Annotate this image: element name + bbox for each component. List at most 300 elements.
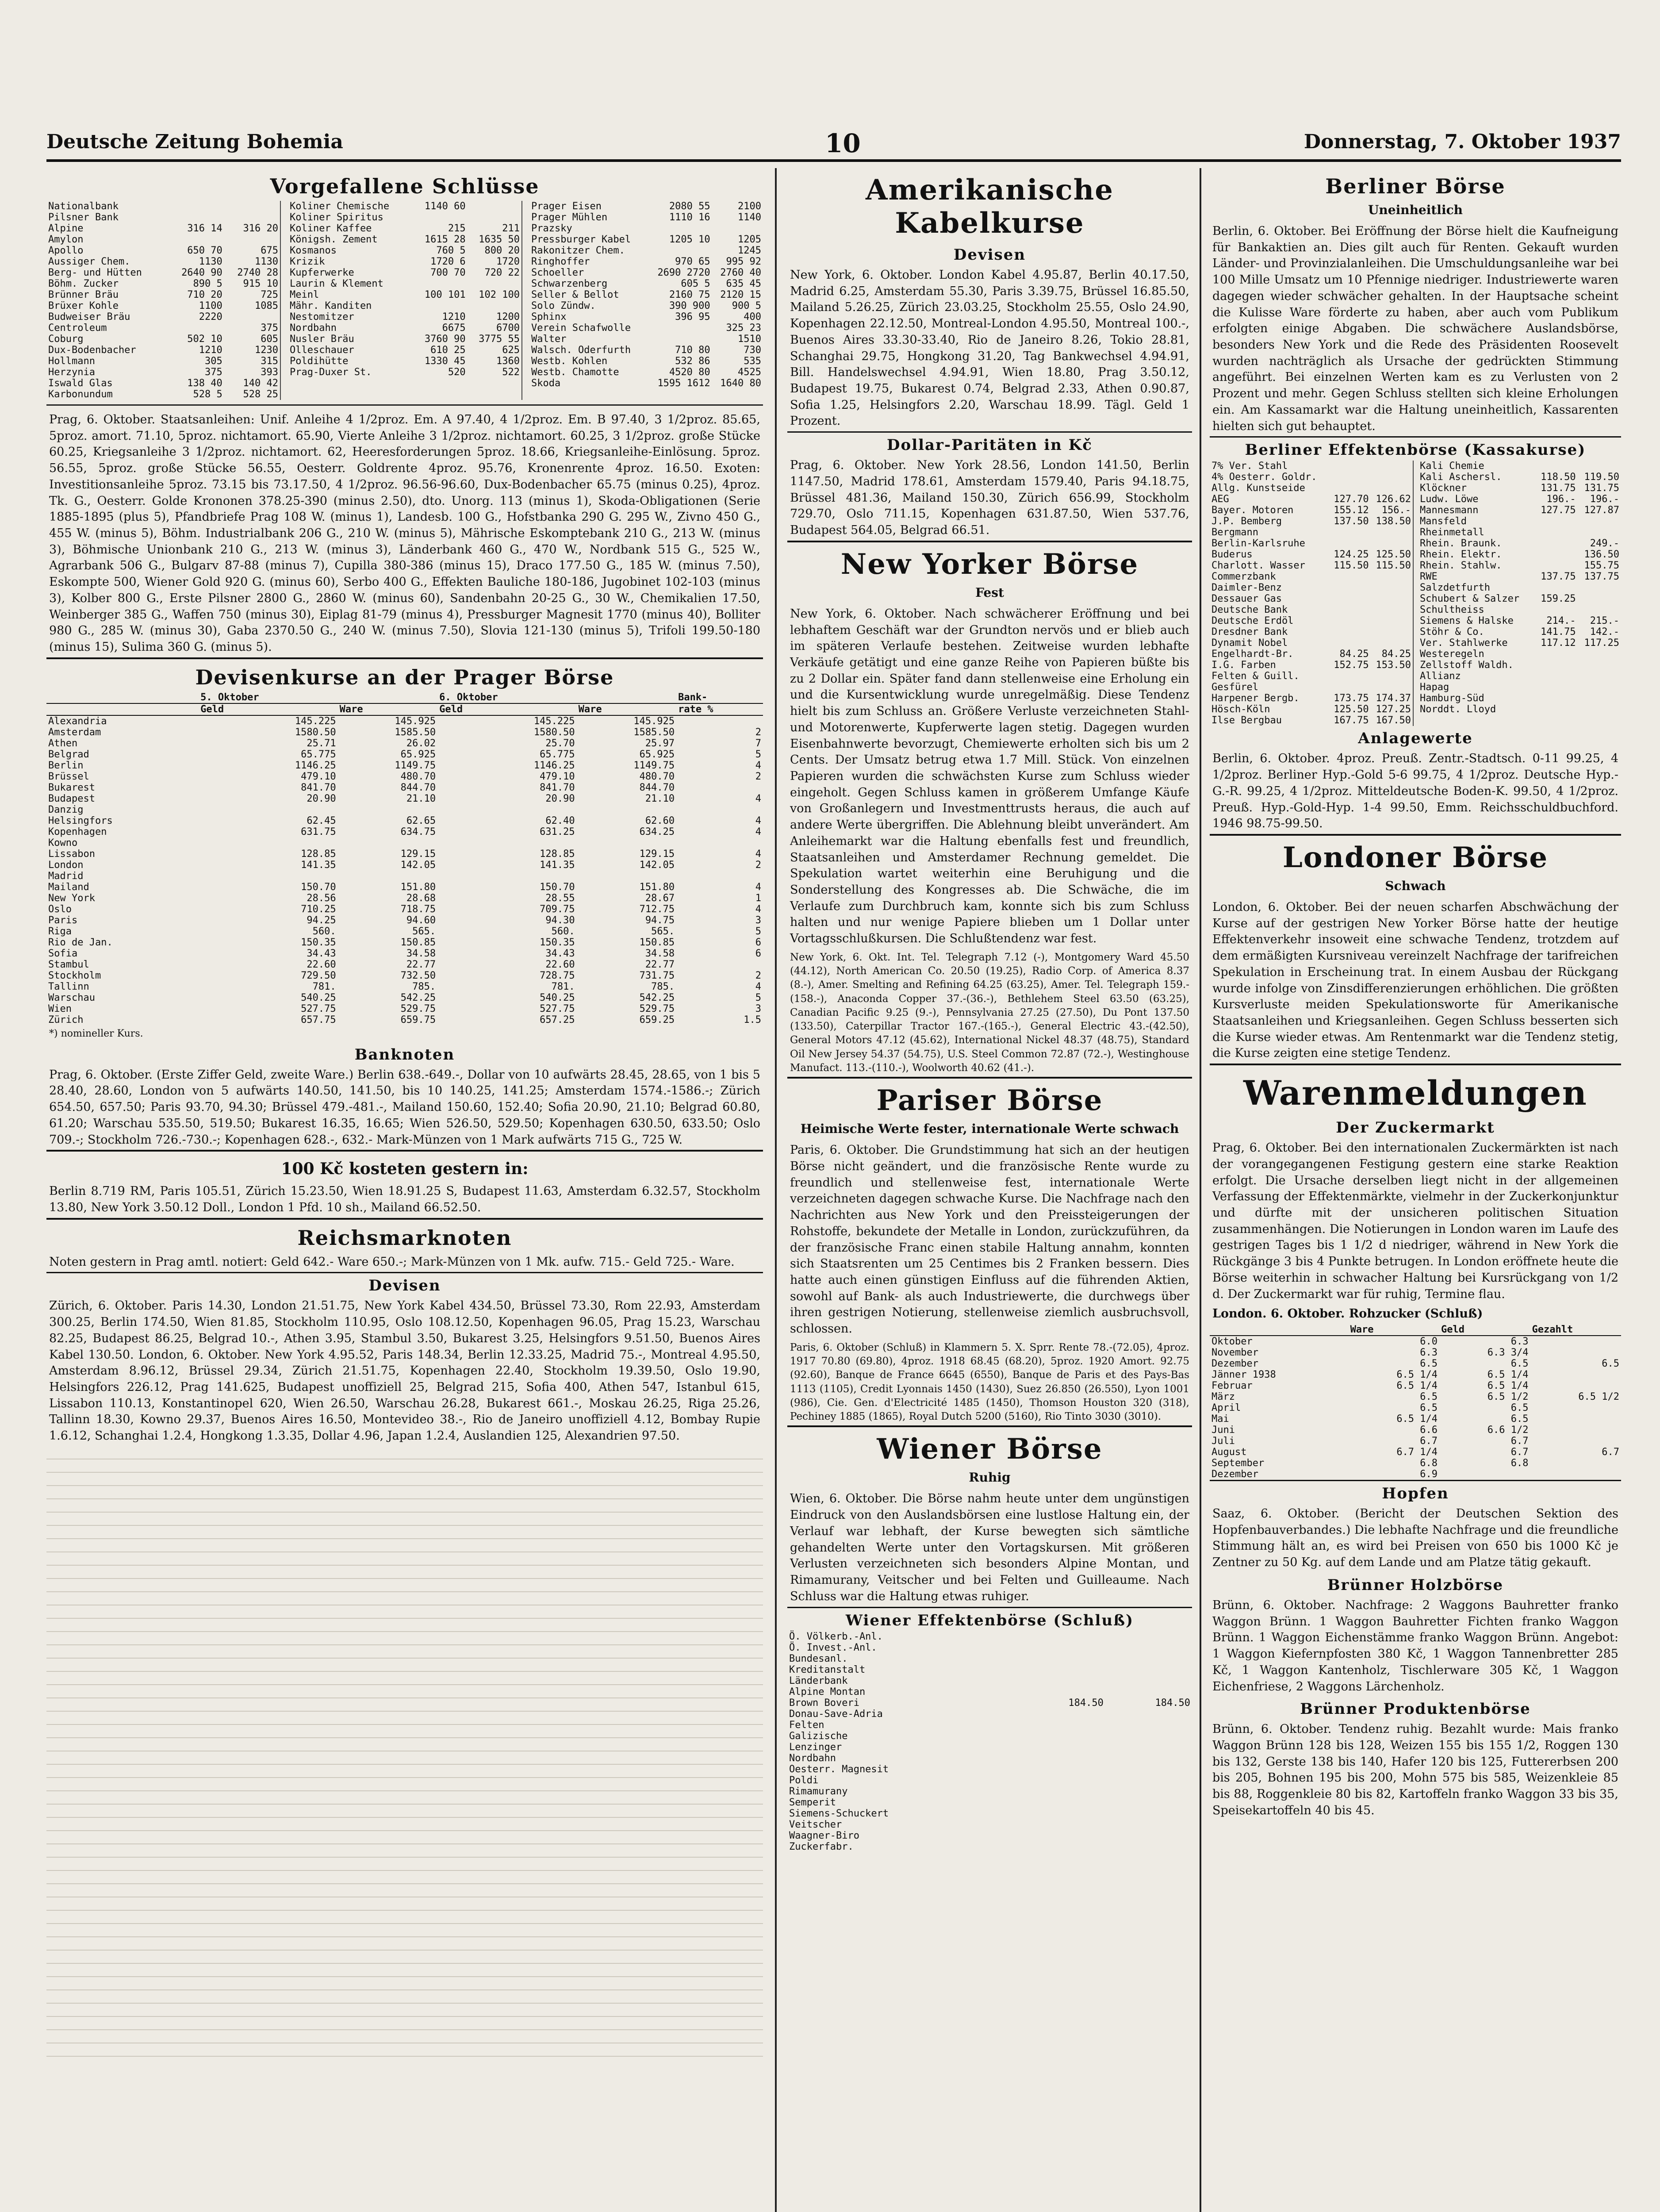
table-cell: Mähr. Kanditen <box>290 300 372 311</box>
table-row <box>46 826 763 837</box>
table-cell: Walter <box>531 334 567 345</box>
table-cell: Schoeller <box>531 267 584 278</box>
table-cell: Commerzbank <box>1211 571 1276 583</box>
newspaper-name: Deutsche Zeitung Bohemia <box>46 131 343 153</box>
table-cell: Waagner-Biro <box>789 1830 859 1841</box>
table-cell <box>1371 472 1413 483</box>
table-cell <box>1578 660 1621 671</box>
table-cell: 1205 <box>738 234 761 245</box>
table-cell <box>676 782 763 793</box>
table-cell: 535 <box>744 356 761 367</box>
table-cell: Koliner Spiritus <box>290 212 383 223</box>
table-cell: 4520 80 <box>669 367 710 378</box>
table-row <box>787 1697 1192 1709</box>
kassakurse-table-a <box>1210 461 1413 726</box>
table-row <box>1210 1391 1621 1402</box>
table-cell <box>437 837 576 849</box>
table-cell: Kali Chemie <box>1420 461 1484 472</box>
table-cell: Rhein. Elektr. <box>1420 549 1502 561</box>
table-cell: 20.90 <box>307 793 336 804</box>
table-cell: 659.25 <box>639 1014 675 1025</box>
table-cell: Königsh. Zement <box>290 234 378 245</box>
table-row <box>787 1653 1192 1664</box>
table-cell <box>338 871 438 882</box>
table-row <box>1210 505 1413 516</box>
banknoten-title: Banknoten <box>354 1045 455 1064</box>
table-cell: 540.25 <box>540 992 575 1003</box>
table-row <box>46 289 280 300</box>
table-cell <box>676 804 763 815</box>
table-row <box>46 278 280 289</box>
table-cell: Wien <box>48 1003 72 1014</box>
table-cell: April <box>1211 1402 1241 1414</box>
schluesse-table-a <box>46 201 280 400</box>
table-cell <box>1105 1709 1192 1720</box>
divider <box>46 404 763 406</box>
table-cell <box>1019 1664 1105 1675</box>
column-divider <box>1200 168 1201 2212</box>
table-cell: Poldihütte <box>290 356 349 367</box>
table-cell <box>1328 626 1370 637</box>
table-row <box>1210 560 1413 571</box>
table-cell <box>1328 671 1370 682</box>
table-cell <box>1019 1764 1105 1775</box>
table-cell: 396 95 <box>675 311 710 323</box>
table-cell <box>1439 1469 1530 1480</box>
table-header-cell: 6. Oktober <box>437 692 576 703</box>
table-cell: 4 <box>755 793 761 804</box>
table-cell: 4525 <box>738 367 761 378</box>
table-cell <box>1105 1797 1192 1808</box>
produkten-article: Brünn, 6. Oktober. Tendenz ruhig. Bezahlt wurde: Mais franko Waggon Brünn 128 bis 128, Weizen 155 bis 155 1/2, Roggen 130 bis 132, Gerste 138 bis 140, Hafer 120 bis 125, Futtererbsen 200 bis 205, Bohnen 195 bis 200, Mohn 575 bis 585, Weizenkleie 85 bis 88, Roggenkleie 80 bis 82, Kartoffeln franko Waggon 33 bis 35, Speisekartoffeln 40 bis 45. <box>1212 1722 1618 1817</box>
table-cell: 659.75 <box>400 1014 436 1025</box>
table-cell: 305 <box>205 356 222 367</box>
table-row <box>46 715 763 727</box>
table-cell: 150.70 <box>540 881 575 893</box>
table-cell: 94.25 <box>307 914 336 926</box>
table-cell: 1130 <box>199 256 222 267</box>
table-row <box>529 378 763 389</box>
table-cell <box>1371 637 1413 649</box>
table-cell: Hösch-Köln <box>1211 704 1270 715</box>
table-cell <box>1534 660 1577 671</box>
table-cell: London <box>48 859 84 871</box>
table-cell: August <box>1211 1447 1247 1458</box>
table-cell: November <box>1211 1347 1258 1359</box>
table-cell: 137.75 <box>1584 571 1619 583</box>
table-cell: 150.85 <box>639 937 675 948</box>
table-cell: 26.02 <box>406 737 436 749</box>
column-finance-right <box>1210 168 1621 2212</box>
table-row <box>1210 604 1413 615</box>
table-row <box>1210 593 1413 604</box>
table-cell: 215.- <box>1590 615 1619 627</box>
table-row <box>1418 582 1621 593</box>
table-cell: Stockholm <box>48 970 101 981</box>
newyork-title: New Yorker Börse <box>787 541 1192 584</box>
table-row <box>288 267 521 278</box>
table-cell <box>1019 1731 1105 1742</box>
table-row <box>529 223 763 234</box>
table-row <box>288 367 521 378</box>
table-cell: Semperit <box>789 1797 836 1808</box>
devisen2-article: Zürich, 6. Oktober. Paris 14.30, London 21.51.75, New York Kabel 434.50, Brüssel 73.30, Rom 22.93, Amsterdam 300.25, Berlin 174.50, Wien 81.85, Stockholm 110.95, Oslo 108.12.50, Kopenhagen 96.05, Prag 15.23, Warschau 82.25, Budapest 86.25, Belgrad 10.-, Athen 3.95, Stambul 3.50, Bukarest 3.25, Helsingfors 9.51.50, Buenos Aires Kabel 130.50. London, 6. Oktober. New York 4.95.52, Paris 148.34, Berlin 12.33.25, Madrid 75.-, Montreal 4.95.50, Amsterdam 8.96.12, Brüssel 29.34, Zürich 21.51.75, Kopenhagen 22.40, Stockholm 19.39.50, Oslo 19.90, Helsingfors 226.12, Prag 141.625, Budapest unoffiziell 25, Belgrad 215, Sofia 400, Athen 547, Istanbul 615, Lissabon 110.13, Konstantinopel 620, Wien 26.50, Warschau 26.28, Bukarest 661.-, Moskau 26.25, Riga 25.26, Tallinn 18.30, Kowno 29.37, Buenos Aires 16.50, Montevideo 38.-, Rio de Janeiro unoffiziell 4.12, Bombay Rupie 1.6.12, Schanghai 1.2.4, Hongkong 1.3.35, Dollar 4.96, Japan 1.2.4, Auslandien 125, Alexandrien 97.50. <box>49 1299 760 1443</box>
table-cell: 249.- <box>1590 538 1619 549</box>
table-cell: Juni <box>1211 1425 1235 1436</box>
table-cell <box>1105 1664 1192 1675</box>
table-cell: Amylon <box>48 234 84 245</box>
table-cell: 128.85 <box>301 848 336 860</box>
table-cell <box>1019 1686 1105 1697</box>
table-cell <box>1371 538 1413 549</box>
table-row <box>46 201 280 212</box>
table-cell <box>1105 1720 1192 1731</box>
table-cell: 1210 <box>199 345 222 356</box>
table-header-cell: Geld <box>199 703 337 715</box>
table-cell: 145.225 <box>295 715 336 727</box>
table-cell: Norddt. Lloyd <box>1420 704 1496 715</box>
table-row <box>288 300 521 311</box>
table-cell: Nordbahn <box>290 323 337 334</box>
table-cell: 84.25 <box>1339 649 1369 660</box>
table-cell: 4 <box>755 815 761 826</box>
table-row <box>288 212 521 223</box>
table-cell: Salzdetfurth <box>1420 582 1490 594</box>
table-cell: 841.70 <box>301 782 336 793</box>
table-cell: Westb. Kohlen <box>531 356 608 367</box>
table-cell: 62.40 <box>545 815 575 826</box>
table-row <box>46 793 763 804</box>
table-cell: 137.50 <box>1334 516 1369 527</box>
table-cell: 22.60 <box>307 959 336 970</box>
table-cell: Herzynia <box>48 367 95 378</box>
table-cell: 1 <box>755 892 761 904</box>
table-cell <box>1328 571 1370 582</box>
table-cell <box>1371 671 1413 682</box>
table-cell: 479.10 <box>540 771 575 782</box>
table-cell: 131.75 <box>1584 483 1619 494</box>
table-cell: 1615 28 <box>424 234 466 245</box>
table-cell: AEG <box>1211 494 1229 505</box>
table-cell <box>676 837 763 849</box>
table-row <box>1210 637 1413 649</box>
table-cell: Warschau <box>48 992 95 1003</box>
table-cell <box>1530 1369 1622 1380</box>
table-cell <box>1328 637 1370 649</box>
table-cell: 153.50 <box>1376 660 1411 671</box>
table-cell: 1210 <box>442 311 466 323</box>
table-cell: 1085 <box>255 300 278 311</box>
table-cell: 4 <box>755 848 761 860</box>
table-row <box>46 1003 763 1014</box>
table-row <box>787 1819 1192 1830</box>
table-row <box>1210 538 1413 549</box>
table-row <box>787 1742 1192 1753</box>
table-cell: 65.925 <box>639 749 675 760</box>
table-cell: 3760 90 <box>424 334 466 345</box>
table-cell <box>1371 615 1413 626</box>
table-cell <box>1578 516 1621 527</box>
table-cell: 62.45 <box>307 815 336 826</box>
table-cell: Brüssel <box>48 771 89 782</box>
table-row <box>787 1720 1192 1731</box>
table-cell: 610 25 <box>430 345 466 356</box>
table-cell: Kreditanstalt <box>789 1664 866 1675</box>
table-cell: Zuckerfabr. <box>789 1841 854 1852</box>
table-cell: 150.70 <box>301 881 336 893</box>
table-cell: 605 <box>261 334 278 345</box>
table-cell <box>1530 1436 1622 1447</box>
table-cell: 100 101 <box>424 289 466 300</box>
table-cell <box>1105 1830 1192 1841</box>
table-cell <box>413 278 467 289</box>
berliner-sub: Uneinheitlich <box>1368 203 1463 217</box>
column-divider <box>775 168 777 2212</box>
table-row <box>46 893 763 904</box>
table-row <box>1210 1458 1621 1469</box>
table-cell: Mailand <box>48 881 89 893</box>
table-cell: 2 <box>755 771 761 782</box>
table-cell: Berg- und Hütten <box>48 267 142 278</box>
table-cell: Kosmanos <box>290 245 337 256</box>
schluesse-table-b <box>288 201 521 378</box>
table-cell: 142.05 <box>639 859 675 871</box>
table-cell <box>648 245 712 256</box>
table-cell <box>1328 527 1370 538</box>
table-cell: 400 <box>744 311 761 323</box>
table-cell: 1230 <box>255 345 278 356</box>
table-cell: 127.87 <box>1584 505 1619 516</box>
table-cell: Stambul <box>48 959 89 970</box>
table-cell: Oktober <box>1211 1336 1253 1348</box>
table-cell: Tallinn <box>48 981 89 992</box>
table-cell <box>1105 1775 1192 1786</box>
table-cell <box>1019 1786 1105 1797</box>
table-cell: 128.85 <box>540 848 575 860</box>
table-cell <box>1105 1631 1192 1642</box>
table-row <box>46 815 763 826</box>
table-cell: Schultheiss <box>1420 604 1484 616</box>
table-cell: 785. <box>412 981 436 992</box>
table-row <box>46 915 763 926</box>
table-cell: 115.50 <box>1334 560 1369 572</box>
holz-title: Brünner Holzbörse <box>1327 1576 1504 1594</box>
table-row <box>787 1664 1192 1675</box>
table-cell: Rimamurany <box>789 1786 848 1797</box>
table-cell: 65.925 <box>400 749 436 760</box>
table-cell: 528 5 <box>193 389 222 400</box>
table-cell: 375 <box>261 323 278 334</box>
table-header-cell: Geld <box>437 703 576 715</box>
table-cell: 150.35 <box>540 937 575 948</box>
paris-article: Paris, 6. Oktober. Die Grundstimmung hat sich an der heutigen Börse nicht geändert, und die französische Rente wurde zu freundlich und stellenweise fest, internationale Werte verzeichneten dagegen schwache Kurse. Die Nachfrage nach den Nachrichten aus New York und den Preissteigerungen der Rohstoffe, bekundete der Metalle in London, zurückzuführen, da der französische Franc einen stabile Haltung annahm, konnten sich Staatsrenten um 25 Centimes bis 2 Franken bessern. Dies hatte auch einen günstigen Einfluss auf die führenden Aktien, sowohl auf Bank- als auch Industriewerte, die durchwegs über ihren gestrigen Notierung, stellenweise ziemlich ausbruchsvoll, schlossen. <box>790 1143 1189 1336</box>
table-cell: Nusler Bräu <box>290 334 354 345</box>
table-row <box>46 311 280 323</box>
table-cell <box>1534 527 1577 538</box>
table-cell: 6.7 <box>1420 1436 1438 1447</box>
table-header-row <box>46 692 763 703</box>
table-row <box>46 837 763 849</box>
table-cell <box>1534 649 1577 660</box>
table-cell <box>1530 1380 1622 1391</box>
table-row <box>46 860 763 871</box>
table-row <box>1210 626 1413 637</box>
table-cell: Iswald Glas <box>48 378 113 389</box>
table-cell: 6700 <box>496 323 520 334</box>
column-finance-left <box>46 168 763 2212</box>
table-cell: Meinl <box>290 289 319 300</box>
table-cell: 145.225 <box>533 715 575 727</box>
table-cell: 151.80 <box>400 881 436 893</box>
table-row <box>288 223 521 234</box>
table-cell: 138.50 <box>1376 516 1411 527</box>
table-cell <box>648 223 712 234</box>
table-cell: 140 42 <box>243 378 278 389</box>
table-cell: Siemens-Schuckert <box>789 1808 889 1819</box>
table-cell: 631.25 <box>540 826 575 837</box>
table-cell: 2740 28 <box>237 267 278 278</box>
table-cell: Koliner Kaffee <box>290 223 372 234</box>
table-cell: 731.75 <box>639 970 675 981</box>
table-row <box>46 981 763 992</box>
table-row <box>1210 472 1413 483</box>
wien-table <box>787 1631 1192 1852</box>
table-cell: Februar <box>1211 1380 1253 1392</box>
table-cell <box>1328 682 1370 693</box>
table-cell: 4 <box>755 826 761 837</box>
table-cell: 129.15 <box>639 848 675 860</box>
table-row <box>288 356 521 367</box>
table-cell: 325 23 <box>726 323 761 334</box>
table-row <box>1210 682 1413 693</box>
table-cell: 28.68 <box>406 892 436 904</box>
table-cell <box>1371 626 1413 637</box>
table-cell <box>224 201 280 212</box>
table-cell: 1330 45 <box>424 356 466 367</box>
table-cell: 127.25 <box>1376 704 1411 715</box>
table-cell <box>1019 1642 1105 1653</box>
table-cell <box>1371 527 1413 538</box>
table-cell: 6.3 <box>1420 1347 1438 1359</box>
table-cell: 709.75 <box>540 903 575 915</box>
table-cell: 710 80 <box>675 345 710 356</box>
table-cell: 6.5 <box>1420 1358 1438 1370</box>
table-cell <box>1328 593 1370 604</box>
table-cell: 84.25 <box>1381 649 1411 660</box>
table-cell <box>1530 1347 1622 1358</box>
table-cell <box>676 871 763 882</box>
table-cell <box>1530 1425 1622 1436</box>
wien-article: Wien, 6. Oktober. Die Börse nahm heute unter dem ungünstigen Eindruck von den Auslandsbörsen eine lustlose Haltung ein, der Verlauf war lebhaft, der Kurse bewegten sich sämtliche gehandelten Werte unter den Vortagskursen. Mit größeren Verlusten verzeichneten sich besonders Alpine Montan, und Rimamurany, Veitscher und bei Felten und Guilleaume. Nach Schluss war die Haltung etwas ruhiger. <box>790 1492 1189 1603</box>
table-cell: 102 100 <box>479 289 520 300</box>
table-row <box>787 1686 1192 1697</box>
kabel-title: Amerikanische Kabelkurse <box>865 173 1114 240</box>
table-cell: 730 <box>744 345 761 356</box>
table-cell: 528 25 <box>243 389 278 400</box>
produkten-title: Brünner Produktenbörse <box>1300 1700 1531 1718</box>
table-cell: Klöckner <box>1420 483 1467 494</box>
table-cell: 137.75 <box>1541 571 1576 583</box>
table-cell: 155.12 <box>1334 505 1369 516</box>
table-row <box>1418 472 1621 483</box>
table-row <box>288 256 521 267</box>
table-cell <box>1105 1742 1192 1753</box>
table-cell: Ringhoffer <box>531 256 590 267</box>
table-cell <box>1534 682 1577 693</box>
table-row <box>1210 1369 1621 1380</box>
table-cell <box>1328 483 1370 494</box>
table-cell <box>1371 593 1413 604</box>
table-cell: 214.- <box>1546 615 1576 627</box>
table-cell: 1.5 <box>744 1014 761 1025</box>
table-cell: 34.43 <box>307 948 336 959</box>
table-cell <box>1105 1808 1192 1819</box>
table-row <box>1210 1402 1621 1413</box>
table-cell: 6.7 1/4 <box>1396 1447 1438 1458</box>
table-header-cell <box>46 692 199 703</box>
table-cell: 145.925 <box>395 715 436 727</box>
table-cell: 6.5 1/4 <box>1487 1380 1529 1392</box>
table-cell: 6.8 <box>1510 1458 1529 1469</box>
table-row <box>1418 649 1621 660</box>
table-cell: 529.75 <box>400 1003 436 1014</box>
table-cell: 6.5 <box>1510 1413 1529 1425</box>
table-cell: 2220 <box>199 311 222 323</box>
table-row <box>1210 1436 1621 1447</box>
table-cell: I.G. Farben <box>1211 660 1276 671</box>
table-cell: 2120 15 <box>720 289 761 300</box>
table-cell: 167.75 <box>1334 715 1369 726</box>
table-row <box>787 1786 1192 1797</box>
table-cell: 841.70 <box>540 782 575 793</box>
table-row <box>46 356 280 367</box>
table-cell: 21.10 <box>645 793 675 804</box>
table-cell <box>1105 1819 1192 1830</box>
table-cell: Hamburg-Süd <box>1420 693 1484 704</box>
table-row <box>1210 660 1413 671</box>
table-row <box>1418 637 1621 649</box>
table-header-row <box>46 703 763 715</box>
continued-text <box>46 1446 763 2066</box>
table-row <box>288 289 521 300</box>
table-cell <box>1578 693 1621 704</box>
table-cell: 1100 <box>199 300 222 311</box>
table-cell <box>1530 1402 1622 1413</box>
table-row <box>529 278 763 289</box>
table-cell: Allianz <box>1420 671 1461 682</box>
table-cell <box>1534 704 1577 715</box>
wien-sub: Ruhig <box>969 1470 1011 1485</box>
zucker-article: Prag, 6. Oktober. Bei den internationalen Zuckermärkten ist nach der vorangegangenen Festigung gestern eine starke Reaktion erfolgt. Die Ursache derselben liegt nicht in der allgemeinen Verfassung der Effektenmärkte, vielmehr in der Zuckerkonjunktur und dürfte mit der unsicheren politischen Situation zusammenhängen. Die Notierungen in London waren im Laufe des gestrigen Tages bis 1 1/2 d niedriger, während in New York die Rückgänge 3 bis 4 Punkte betrugen. In London eröffnete heute die Börse weiterhin in schwacher Haltung bei Kursrückgang von 1/2 d. Der Zuckermarkt war für ruhig, Termine flau. <box>1212 1141 1618 1301</box>
newyork-article: New York, 6. Oktober. Nach schwächerer Eröffnung und bei lebhaftem Geschäft war der Grundton nervös und er blieb auch im späteren Verlaufe bestehen. Zeitweise wurden lebhafte Verkäufe getätigt und eine ganze Reihe von Papieren büßte bis zu 2 Dollar ein. Später fand dann stellenweise eine Erholung ein und die Kursentwicklung wurde unregelmäßig. Diese Tendenz hielt bis zum Schluss an. Größere Verluste verzeichneten Stahl- und Motorenwerte, Kupferwerte lagen stetig. Dagegen wurden Eisenbahnwerte bevorzugt, Chemiewerte erholten sich bis um 2 Cents. Der Umsatz betrug etwa 1.7 Mill. Stück. Von einzelnen Papieren wurden die schwächsten Kurse zum Schluss wieder eingeholt. Gegen Schluss kamen in größerem Umfange Käufe von Großanlegern und Investmenttrusts heraus, die auch auf andere Werte übergriffen. Die Ablehnung bleibt unverändert. Am Anleihemarkt war die Haltung ebenfalls fest und freundlich, Staatsanleihen und Amsterdamer Rechnung gemeldet. Die Spekulation wartet weiterhin eine Beruhigung und die Sonderstellung des Kongresses ab. Die Schwäche, die im Verlaufe zum Durchbruch kam, konnte sich bis zum Schluss halten und nur wenige Papiere blieben um 1 Dollar unter Vortagsschlußkursen. Die Schlußtendenz war fest. <box>790 607 1189 946</box>
table-cell: 6.5 1/2 <box>1487 1391 1529 1403</box>
table-row <box>46 937 763 948</box>
table-cell: 6.3 <box>1510 1336 1529 1348</box>
wien-table-title: Wiener Effektenbörse (Schluß) <box>787 1607 1192 1631</box>
table-cell: 625 <box>502 345 520 356</box>
table-cell <box>1019 1631 1105 1642</box>
table-cell <box>199 837 337 849</box>
kabel-article: New York, 6. Oktober. London Kabel 4.95.87, Berlin 40.17.50, Madrid 6.25, Amsterdam 55.30, Paris 3.39.75, Brüssel 16.85.50, Mailand 5.26.25, Zürich 23.03.25, Stockholm 25.55, Oslo 24.90, Kopenhagen 22.12.50, Montreal-London 4.95.50, Montreal 100.-, Buenos Aires 33.30-33.40, Rio de Janeiro 8.26, Tokio 28.81, Schanghai 29.75, Hongkong 31.20, Tag Bankwechsel 4.94.91, Bill. Handelswechsel 4.94.91, Wien 18.80, Prag 3.50.12, Budapest 19.75, Bukarest 0.74, Belgrad 2.33, Athen 0.90.87, Sofia 1.25, Helsingfors 2.20, Warschau 18.99. Tägl. Geld 1 Prozent. <box>790 268 1189 428</box>
table-cell <box>1019 1808 1105 1819</box>
table-cell: 4% Oesterr. Goldr. <box>1211 472 1317 483</box>
table-row <box>46 267 280 278</box>
table-cell: Dux-Bodenbacher <box>48 345 136 356</box>
table-row <box>46 926 763 937</box>
table-cell: 725 <box>261 289 278 300</box>
table-cell: 117.25 <box>1584 637 1619 649</box>
table-cell: 20.90 <box>545 793 575 804</box>
